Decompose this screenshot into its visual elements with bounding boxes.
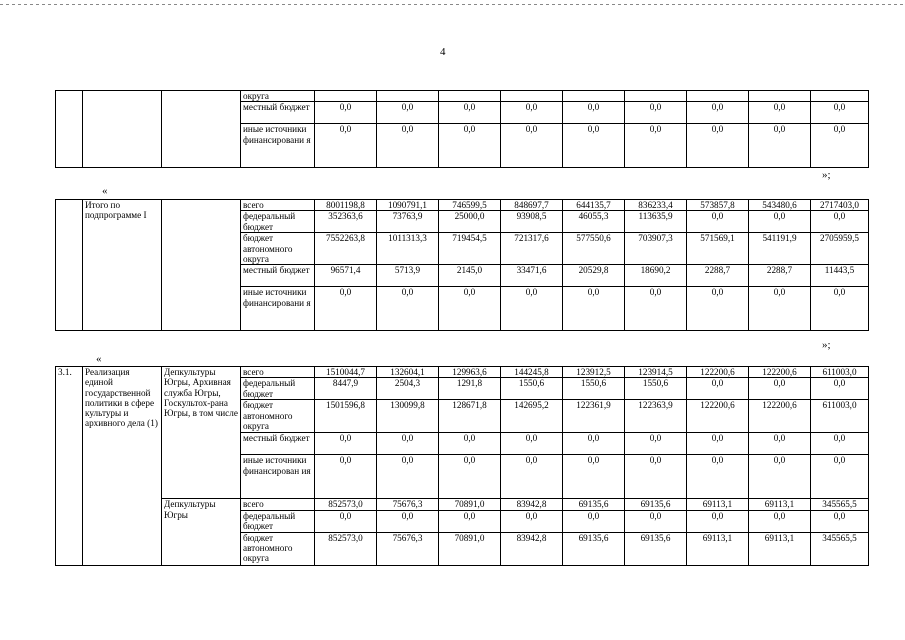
value-cell: 93908,5: [501, 211, 563, 233]
table3-body: [56, 367, 869, 566]
value-cell: 132604,1: [377, 367, 439, 378]
value-cell: 69113,1: [749, 532, 811, 565]
source-label: бюджет автономного округа: [241, 532, 315, 565]
value-cell: 345565,5: [811, 499, 869, 510]
value-cell: 611003,0: [811, 367, 869, 378]
source-label: иные источники финансировани я: [241, 124, 315, 168]
value-cell: 69113,1: [687, 499, 749, 510]
value-cell: 0,0: [563, 433, 625, 455]
value-cell: 0,0: [687, 378, 749, 400]
source-label: бюджет автономного округа: [241, 400, 315, 433]
value-cell: 0,0: [563, 287, 625, 331]
value-cell: 0,0: [811, 102, 869, 124]
value-cell: 0,0: [563, 510, 625, 532]
value-cell: 128671,8: [439, 400, 501, 433]
value-cell: 0,0: [501, 124, 563, 168]
value-cell: 8001198,8: [315, 200, 377, 211]
source-label: иные источники финансировани я: [241, 287, 315, 331]
value-cell: 73763,9: [377, 211, 439, 233]
value-cell: 0,0: [687, 510, 749, 532]
value-cell: [315, 91, 377, 102]
value-cell: [501, 91, 563, 102]
value-cell: 0,0: [749, 455, 811, 499]
value-cell: 0,0: [377, 102, 439, 124]
value-cell: 1510044,7: [315, 367, 377, 378]
value-cell: 0,0: [749, 211, 811, 233]
subprogramme-name: Итого по подпрограмме I: [83, 200, 162, 331]
scan-artifact-line: [0, 4, 905, 5]
table1-body: [56, 91, 869, 168]
value-cell: 0,0: [749, 378, 811, 400]
source-label: всего: [241, 367, 315, 378]
value-cell: 69135,6: [563, 532, 625, 565]
activity-name: Реализация единой государственной политики в сфере культуры и архивного дела (1): [83, 367, 162, 566]
value-cell: 0,0: [315, 102, 377, 124]
value-cell: 541191,9: [749, 233, 811, 265]
value-cell: 1291,8: [439, 378, 501, 400]
opening-quote: «: [96, 353, 102, 365]
value-cell: 0,0: [501, 433, 563, 455]
value-cell: 719454,5: [439, 233, 501, 265]
value-cell: 83942,8: [501, 532, 563, 565]
table-row: [56, 91, 869, 102]
value-cell: 0,0: [749, 510, 811, 532]
value-cell: 0,0: [811, 211, 869, 233]
value-cell: 0,0: [377, 455, 439, 499]
source-label: иные источники финансирован ия: [241, 455, 315, 499]
value-cell: 0,0: [687, 211, 749, 233]
cell-blank: [56, 200, 83, 331]
value-cell: 69113,1: [687, 532, 749, 565]
cell-blank: [83, 91, 162, 168]
value-cell: 0,0: [501, 287, 563, 331]
value-cell: 577550,6: [563, 233, 625, 265]
table-row: [56, 499, 869, 510]
value-cell: 0,0: [315, 433, 377, 455]
source-label: федеральный бюджет: [241, 378, 315, 400]
value-cell: 0,0: [811, 287, 869, 331]
value-cell: 0,0: [811, 510, 869, 532]
value-cell: 0,0: [625, 455, 687, 499]
value-cell: 852573,0: [315, 532, 377, 565]
page-number: 4: [440, 46, 446, 58]
value-cell: 96571,4: [315, 265, 377, 287]
value-cell: 0,0: [315, 455, 377, 499]
value-cell: 0,0: [749, 287, 811, 331]
value-cell: 130099,8: [377, 400, 439, 433]
value-cell: 69113,1: [749, 499, 811, 510]
value-cell: 0,0: [315, 124, 377, 168]
value-cell: 543480,6: [749, 200, 811, 211]
value-cell: 644135,7: [563, 200, 625, 211]
value-cell: 0,0: [749, 433, 811, 455]
value-cell: 0,0: [439, 287, 501, 331]
value-cell: 0,0: [625, 102, 687, 124]
value-cell: 33471,6: [501, 265, 563, 287]
value-cell: 721317,6: [501, 233, 563, 265]
value-cell: 1501596,8: [315, 400, 377, 433]
value-cell: 0,0: [377, 433, 439, 455]
value-cell: 0,0: [563, 124, 625, 168]
value-cell: 0,0: [625, 124, 687, 168]
value-cell: 0,0: [687, 455, 749, 499]
value-cell: 18690,2: [625, 265, 687, 287]
value-cell: 0,0: [811, 378, 869, 400]
value-cell: 345565,5: [811, 532, 869, 565]
value-cell: 1550,6: [563, 378, 625, 400]
value-cell: 122361,9: [563, 400, 625, 433]
value-cell: 0,0: [749, 124, 811, 168]
value-cell: 144245,8: [501, 367, 563, 378]
value-cell: 0,0: [377, 124, 439, 168]
value-cell: 123912,5: [563, 367, 625, 378]
value-cell: [749, 91, 811, 102]
source-label: округа: [241, 91, 315, 102]
value-cell: 0,0: [625, 510, 687, 532]
value-cell: 0,0: [439, 455, 501, 499]
value-cell: 0,0: [501, 455, 563, 499]
source-label: федеральный бюджет: [241, 211, 315, 233]
cell-blank: [162, 200, 241, 331]
value-cell: 0,0: [501, 102, 563, 124]
value-cell: 20529,8: [563, 265, 625, 287]
opening-quote: «: [102, 185, 108, 197]
table-row: [56, 200, 869, 211]
table-activity-3-1: [55, 366, 869, 566]
executor-cell: Депкультуры Югры: [162, 499, 241, 565]
value-cell: 2504,3: [377, 378, 439, 400]
value-cell: 7552263,8: [315, 233, 377, 265]
value-cell: 0,0: [687, 124, 749, 168]
value-cell: 571569,1: [687, 233, 749, 265]
value-cell: 0,0: [315, 287, 377, 331]
value-cell: 611003,0: [811, 400, 869, 433]
table2-body: [56, 200, 869, 331]
value-cell: 0,0: [811, 433, 869, 455]
value-cell: 0,0: [439, 102, 501, 124]
value-cell: 2288,7: [687, 265, 749, 287]
value-cell: 122200,6: [687, 367, 749, 378]
source-label: всего: [241, 200, 315, 211]
value-cell: 69135,6: [625, 499, 687, 510]
value-cell: 0,0: [749, 102, 811, 124]
value-cell: 1011313,3: [377, 233, 439, 265]
value-cell: 352363,6: [315, 211, 377, 233]
value-cell: 122200,6: [749, 367, 811, 378]
value-cell: 852573,0: [315, 499, 377, 510]
value-cell: [811, 91, 869, 102]
value-cell: 0,0: [687, 287, 749, 331]
value-cell: 122200,6: [749, 400, 811, 433]
value-cell: 83942,8: [501, 499, 563, 510]
value-cell: 70891,0: [439, 499, 501, 510]
value-cell: 848697,7: [501, 200, 563, 211]
activity-number: 3.1.: [56, 367, 83, 566]
source-label: всего: [241, 499, 315, 510]
value-cell: 0,0: [501, 510, 563, 532]
cell-blank: [56, 91, 83, 168]
source-label: местный бюджет: [241, 433, 315, 455]
value-cell: 75676,3: [377, 532, 439, 565]
value-cell: 0,0: [439, 510, 501, 532]
source-label: местный бюджет: [241, 102, 315, 124]
table-subprogramme-total: [55, 199, 869, 331]
value-cell: 2717403,0: [811, 200, 869, 211]
value-cell: 0,0: [439, 124, 501, 168]
value-cell: 122200,6: [687, 400, 749, 433]
value-cell: 2288,7: [749, 265, 811, 287]
value-cell: [625, 91, 687, 102]
value-cell: 573857,8: [687, 200, 749, 211]
source-label: местный бюджет: [241, 265, 315, 287]
value-cell: 0,0: [625, 287, 687, 331]
value-cell: 123914,5: [625, 367, 687, 378]
value-cell: 75676,3: [377, 499, 439, 510]
value-cell: 2145,0: [439, 265, 501, 287]
value-cell: 142695,2: [501, 400, 563, 433]
table-row: [56, 367, 869, 378]
value-cell: 0,0: [377, 287, 439, 331]
source-label: федеральный бюджет: [241, 510, 315, 532]
value-cell: 836233,4: [625, 200, 687, 211]
value-cell: 2705959,5: [811, 233, 869, 265]
source-label: бюджет автономного округа: [241, 233, 315, 265]
value-cell: 129963,6: [439, 367, 501, 378]
value-cell: 0,0: [563, 455, 625, 499]
value-cell: 122363,9: [625, 400, 687, 433]
value-cell: [439, 91, 501, 102]
value-cell: 0,0: [563, 102, 625, 124]
value-cell: 8447,9: [315, 378, 377, 400]
value-cell: 70891,0: [439, 532, 501, 565]
closing-quote: »;: [822, 169, 831, 181]
value-cell: 69135,6: [625, 532, 687, 565]
value-cell: [687, 91, 749, 102]
value-cell: 0,0: [687, 102, 749, 124]
value-cell: 1550,6: [625, 378, 687, 400]
value-cell: [377, 91, 439, 102]
value-cell: 0,0: [377, 510, 439, 532]
value-cell: 0,0: [811, 124, 869, 168]
value-cell: 113635,9: [625, 211, 687, 233]
value-cell: [563, 91, 625, 102]
value-cell: 0,0: [625, 433, 687, 455]
value-cell: 46055,3: [563, 211, 625, 233]
value-cell: 1090791,1: [377, 200, 439, 211]
value-cell: 5713,9: [377, 265, 439, 287]
value-cell: 0,0: [439, 433, 501, 455]
value-cell: 25000,0: [439, 211, 501, 233]
cell-blank: [162, 91, 241, 168]
value-cell: 11443,5: [811, 265, 869, 287]
executor-cell: Депкультуры Югры, Архивная служба Югры, Госкультох-рана Югры, в том числе: [162, 367, 241, 499]
value-cell: 0,0: [811, 455, 869, 499]
value-cell: 0,0: [315, 510, 377, 532]
value-cell: 0,0: [687, 433, 749, 455]
table-continuation: [55, 90, 869, 168]
value-cell: 1550,6: [501, 378, 563, 400]
value-cell: 69135,6: [563, 499, 625, 510]
closing-quote: »;: [822, 339, 831, 351]
value-cell: 703907,3: [625, 233, 687, 265]
value-cell: 746599,5: [439, 200, 501, 211]
